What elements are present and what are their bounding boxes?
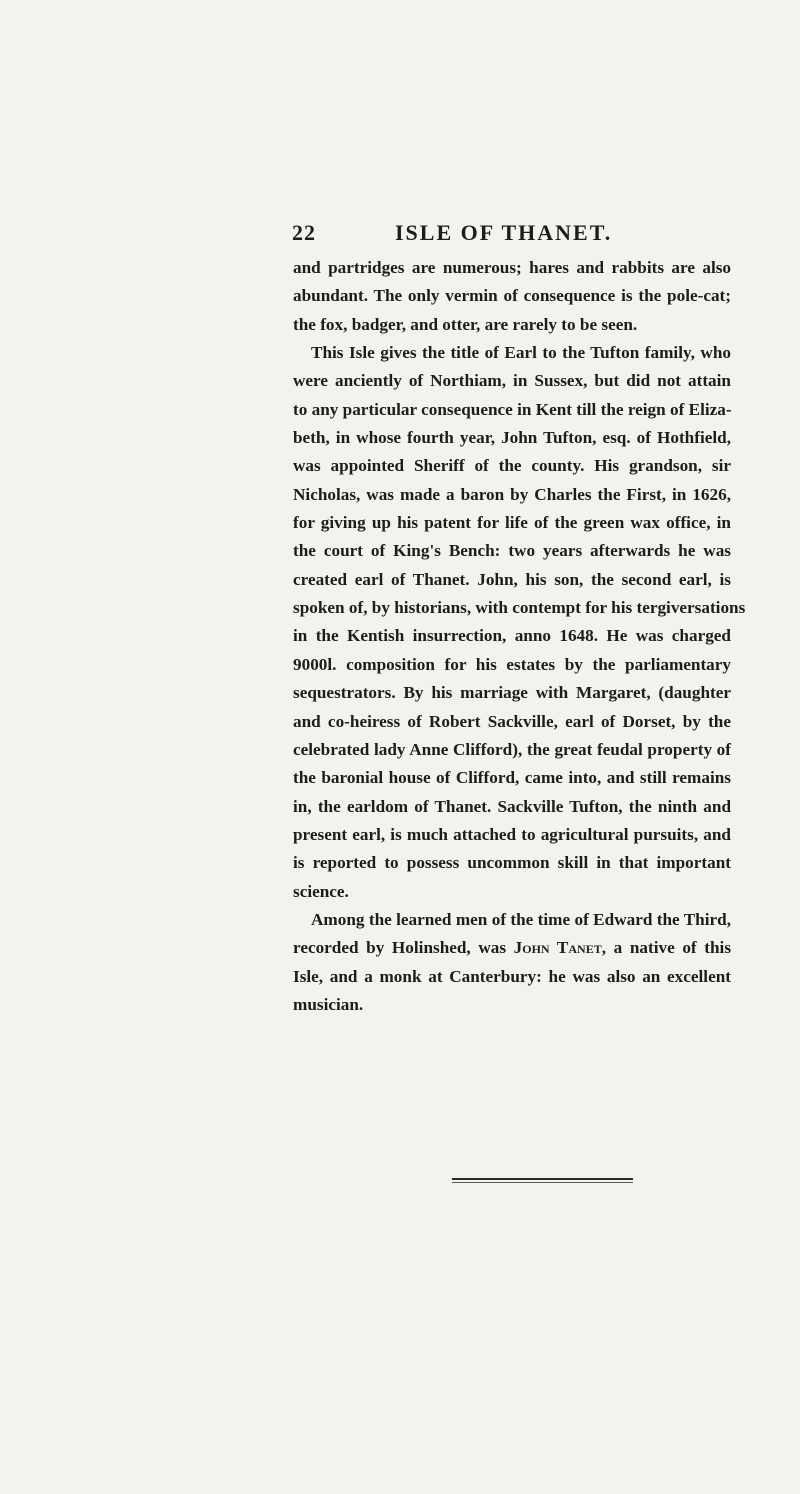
text-line: is reported to possess uncommon skill in that important	[293, 853, 731, 873]
person-name: John Tanet	[513, 938, 602, 958]
text-line: This Isle gives the title of Earl to the Tufton family, who	[311, 343, 731, 363]
text-line: in, the earldom of Thanet. Sackville Tufton, the ninth and	[293, 796, 731, 816]
text-line: created earl of Thanet. John, his son, the second earl, is	[293, 569, 731, 589]
text-line: sequestrators. By his marriage with Margaret, (daughter	[293, 683, 731, 703]
text-line: and partridges are numerous; hares and rabbits are also	[293, 258, 731, 277]
text-fragment: , a native of this	[601, 938, 732, 958]
section-end-rule	[452, 1178, 633, 1180]
text-line: to any particular consequence in Kent till the reign of Eliza-	[293, 399, 732, 419]
text-line: present earl, is much attached to agricultural pursuits, and	[293, 824, 731, 844]
text-line: and co-heiress of Robert Sackville, earl of Dorset, by the	[293, 711, 731, 731]
text-line: musician.	[293, 994, 364, 1014]
text-line: was appointed Sheriff of the county. His grandson, sir	[293, 456, 731, 476]
text-fragment: recorded by Holinshed, was	[293, 938, 507, 958]
body-text	[293, 254, 746, 1019]
text-line: beth, in whose fourth year, John Tufton, esq. of Hothfield,	[293, 428, 731, 448]
page-number: 22	[292, 220, 316, 245]
text-line: were anciently of Northiam, in Sussex, but did not attain	[293, 371, 731, 391]
text-line: the fox, badger, and otter, are rarely to be seen.	[293, 314, 638, 334]
text-line: Isle, and a monk at Canterbury: he was also an excellent	[293, 966, 731, 986]
text-line	[293, 934, 731, 962]
text-line: Nicholas, was made a baron by Charles the First, in 1626,	[293, 484, 731, 504]
text-line: spoken of, by historians, with contempt for his tergiversations	[293, 598, 746, 618]
text-line: in the Kentish insurrection, anno 1648. He was charged	[293, 626, 731, 646]
running-title: ISLE OF THANET.	[395, 220, 613, 245]
text-line: 9000l. composition for his estates by the parliamentary	[293, 654, 731, 674]
text-line: the court of King's Bench: two years afterwards he was	[293, 541, 731, 561]
text-line: Among the learned men of the time of Edward the Third,	[311, 909, 731, 929]
page-header	[292, 220, 752, 254]
text-line: science.	[293, 881, 349, 901]
text-line: for giving up his patent for life of the green wax office, in	[293, 513, 731, 533]
text-line: abundant. The only vermin of consequence is the pole-cat;	[293, 286, 731, 306]
text-line: the baronial house of Clifford, came into, and still remains	[293, 768, 731, 788]
text-line: celebrated lady Anne Clifford), the great feudal property of	[293, 739, 731, 759]
